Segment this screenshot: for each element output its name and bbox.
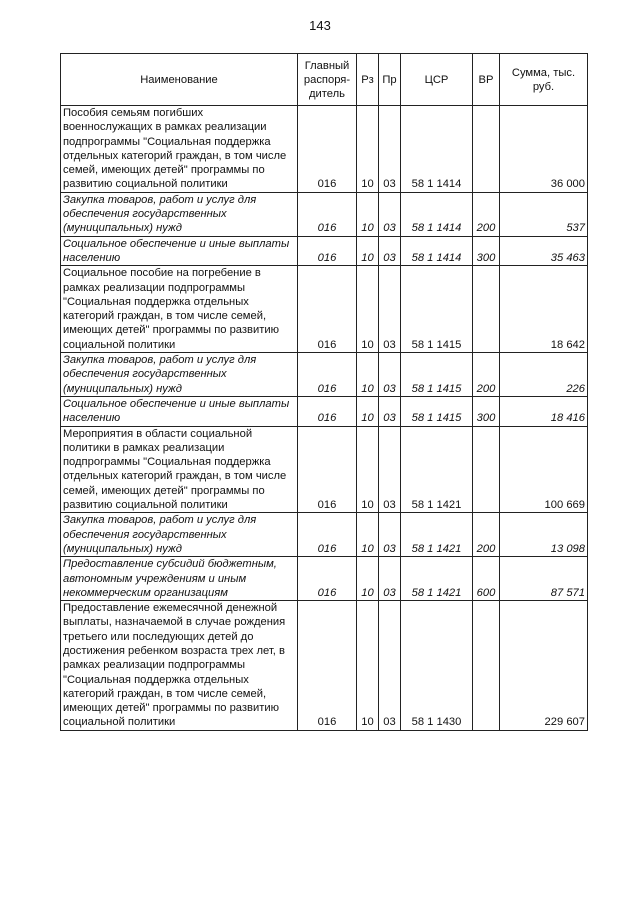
cell-rz: 10 xyxy=(357,192,379,236)
cell-manager: 016 xyxy=(298,106,357,193)
cell-sum: 13 098 xyxy=(500,513,588,557)
cell-sum: 18 416 xyxy=(500,396,588,426)
cell-pr: 03 xyxy=(379,106,401,193)
header-sum: Сумма, тыс. руб. xyxy=(500,54,588,106)
cell-vr xyxy=(473,601,500,731)
cell-vr: 300 xyxy=(473,236,500,266)
cell-name: Закупка товаров, работ и услуг для обеспечения государственных (муниципальных) нужд xyxy=(61,513,298,557)
header-pr: Пр xyxy=(379,54,401,106)
cell-vr: 200 xyxy=(473,192,500,236)
cell-vr xyxy=(473,106,500,193)
cell-sum: 36 000 xyxy=(500,106,588,193)
cell-manager: 016 xyxy=(298,513,357,557)
cell-sum: 100 669 xyxy=(500,426,588,513)
cell-name: Предоставление ежемесячной денежной выплаты, назначаемой в случае рождения третьего или последующих детей до достижения ребенком возраста трех лет, в рамках реализации подпрограммы "Социальная поддержка отдельных категорий граждан, в том числе семей, имеющих детей" программы по развитию социальной политики xyxy=(61,601,298,731)
cell-csr: 58 1 1414 xyxy=(401,236,473,266)
cell-manager: 016 xyxy=(298,557,357,601)
cell-rz: 10 xyxy=(357,266,379,353)
cell-name: Закупка товаров, работ и услуг для обеспечения государственных (муниципальных) нужд xyxy=(61,353,298,397)
cell-pr: 03 xyxy=(379,192,401,236)
header-manager: Главный распоря-дитель xyxy=(298,54,357,106)
cell-csr: 58 1 1421 xyxy=(401,513,473,557)
cell-csr: 58 1 1421 xyxy=(401,426,473,513)
cell-name: Социальное пособие на погребение в рамках реализации подпрограммы "Социальная поддержка отдельных категорий граждан, в том числе семей, имеющих детей" программы по развитию социальной политики xyxy=(61,266,298,353)
cell-csr: 58 1 1430 xyxy=(401,601,473,731)
table-row xyxy=(61,106,588,193)
cell-name: Пособия семьям погибших военнослужащих в рамках реализации подпрограммы "Социальная поддержка отдельных категорий граждан, в том числе семей, имеющих детей" программы по развитию социальной политики xyxy=(61,106,298,193)
cell-rz: 10 xyxy=(357,106,379,193)
cell-vr: 200 xyxy=(473,353,500,397)
page-number: 143 xyxy=(309,18,331,33)
header-name: Наименование xyxy=(61,54,298,106)
cell-manager: 016 xyxy=(298,396,357,426)
cell-rz: 10 xyxy=(357,426,379,513)
cell-manager: 016 xyxy=(298,353,357,397)
header-rz: Рз xyxy=(357,54,379,106)
cell-name: Предоставление субсидий бюджетным, автономным учреждениям и иным некоммерческим организациям xyxy=(61,557,298,601)
cell-manager: 016 xyxy=(298,236,357,266)
header-row xyxy=(61,54,588,106)
cell-manager: 016 xyxy=(298,426,357,513)
cell-vr: 600 xyxy=(473,557,500,601)
table-row xyxy=(61,513,588,557)
cell-pr: 03 xyxy=(379,266,401,353)
cell-csr: 58 1 1415 xyxy=(401,353,473,397)
cell-manager: 016 xyxy=(298,266,357,353)
cell-pr: 03 xyxy=(379,353,401,397)
cell-pr: 03 xyxy=(379,426,401,513)
cell-rz: 10 xyxy=(357,353,379,397)
table-row xyxy=(61,266,588,353)
cell-vr xyxy=(473,266,500,353)
table-row xyxy=(61,557,588,601)
cell-vr: 200 xyxy=(473,513,500,557)
cell-manager: 016 xyxy=(298,601,357,731)
cell-vr xyxy=(473,426,500,513)
cell-pr: 03 xyxy=(379,236,401,266)
cell-pr: 03 xyxy=(379,557,401,601)
cell-rz: 10 xyxy=(357,396,379,426)
table-row xyxy=(61,601,588,731)
cell-sum: 18 642 xyxy=(500,266,588,353)
cell-csr: 58 1 1414 xyxy=(401,106,473,193)
cell-name: Социальное обеспечение и иные выплаты населению xyxy=(61,236,298,266)
cell-rz: 10 xyxy=(357,601,379,731)
cell-sum: 35 463 xyxy=(500,236,588,266)
table-row xyxy=(61,396,588,426)
cell-csr: 58 1 1415 xyxy=(401,396,473,426)
cell-sum: 87 571 xyxy=(500,557,588,601)
cell-csr: 58 1 1415 xyxy=(401,266,473,353)
cell-name: Социальное обеспечение и иные выплаты населению xyxy=(61,396,298,426)
cell-name: Мероприятия в области социальной политики в рамках реализации подпрограммы "Социальная поддержка отдельных категорий граждан, в том числе семей, имеющих детей" программы по развитию социальной политики xyxy=(61,426,298,513)
cell-sum: 537 xyxy=(500,192,588,236)
table-row xyxy=(61,426,588,513)
header-vr: ВР xyxy=(473,54,500,106)
cell-vr: 300 xyxy=(473,396,500,426)
table-row xyxy=(61,236,588,266)
table-row xyxy=(61,353,588,397)
cell-sum: 229 607 xyxy=(500,601,588,731)
cell-name: Закупка товаров, работ и услуг для обеспечения государственных (муниципальных) нужд xyxy=(61,192,298,236)
budget-table xyxy=(60,53,588,731)
cell-csr: 58 1 1421 xyxy=(401,557,473,601)
cell-pr: 03 xyxy=(379,513,401,557)
cell-manager: 016 xyxy=(298,192,357,236)
header-csr: ЦСР xyxy=(401,54,473,106)
cell-pr: 03 xyxy=(379,396,401,426)
cell-pr: 03 xyxy=(379,601,401,731)
cell-sum: 226 xyxy=(500,353,588,397)
cell-rz: 10 xyxy=(357,236,379,266)
cell-rz: 10 xyxy=(357,557,379,601)
cell-rz: 10 xyxy=(357,513,379,557)
table-row xyxy=(61,192,588,236)
cell-csr: 58 1 1414 xyxy=(401,192,473,236)
